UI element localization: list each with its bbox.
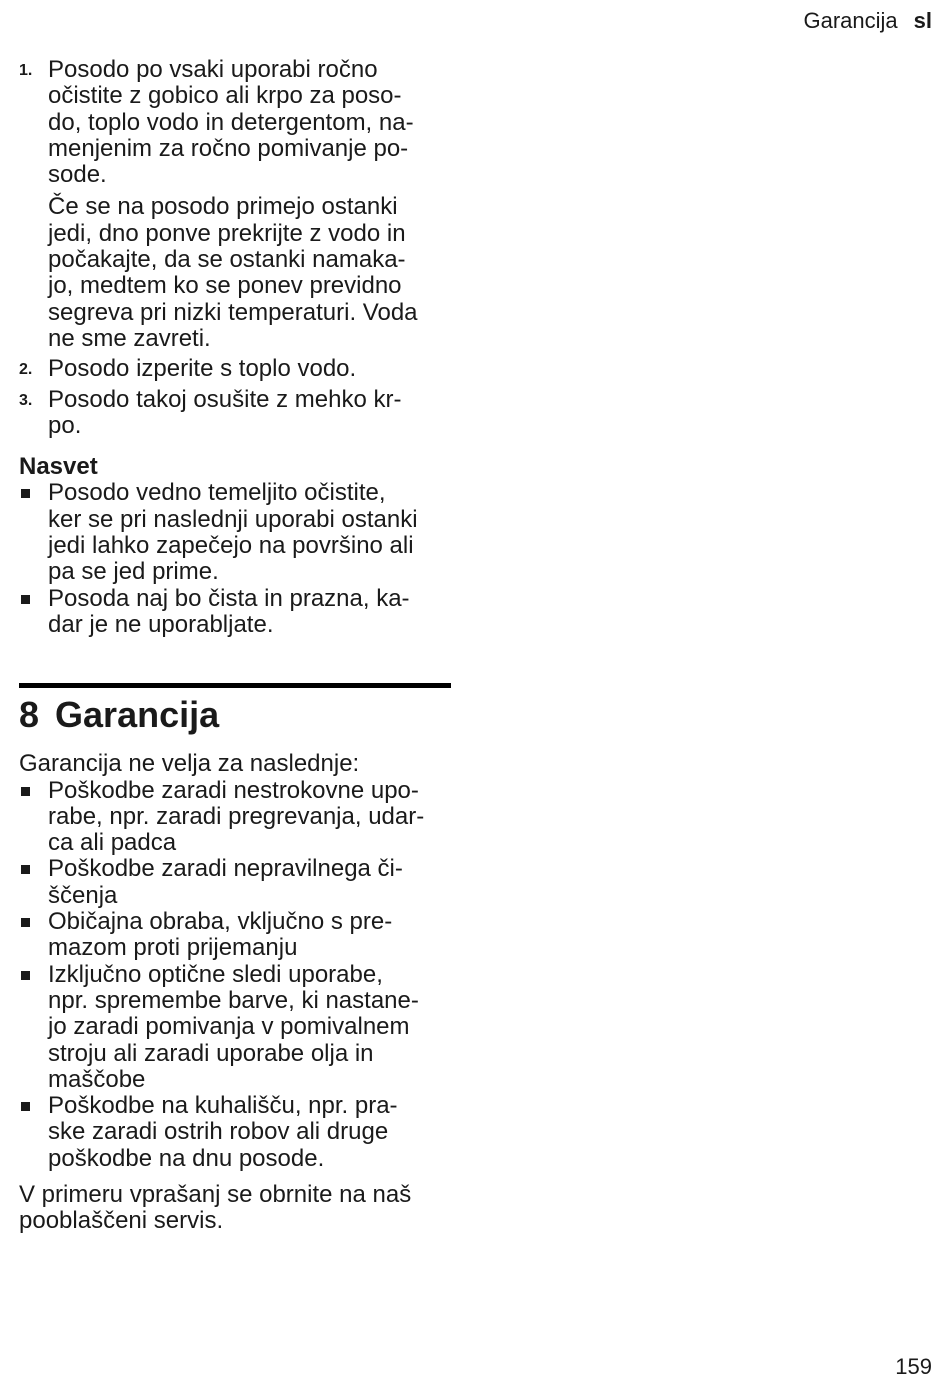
note-list	[19, 480, 455, 638]
note-label: Nasvet	[19, 453, 98, 481]
list-item	[19, 856, 455, 909]
page-number: 159	[895, 1354, 932, 1379]
section-divider	[19, 683, 451, 688]
square-bullet-icon	[21, 1102, 30, 1111]
square-bullet-icon	[21, 865, 30, 874]
section-heading	[19, 693, 455, 737]
closing-paragraph	[19, 1182, 455, 1235]
text-line: poškodbe na dnu posode.	[48, 1144, 325, 1172]
square-bullet-icon	[21, 971, 30, 980]
text-line: Poškodbe zaradi nestrokovne upo-	[48, 776, 419, 804]
text-line: Običajna obraba, vključno s pre-	[48, 908, 393, 936]
text-line: segreva pri nizki temperaturi. Voda	[48, 298, 418, 326]
step-text	[48, 387, 455, 440]
text-line: sode.	[48, 161, 107, 189]
list-item	[19, 1093, 455, 1172]
text-line: jedi lahko zapečejo na površino ali	[48, 532, 414, 560]
text-line: Izključno optične sledi uporabe,	[48, 960, 383, 988]
text-line: ker se pri naslednji uporabi ostanki	[48, 505, 418, 533]
text-line: Poškodbe zaradi nepravilnega či-	[48, 855, 403, 883]
step-text	[48, 57, 455, 188]
section-intro: Garancija ne velja za naslednje:	[19, 750, 360, 778]
text-line: po.	[48, 411, 82, 439]
text-line: jedi, dno ponve prekrijte z vodo in	[48, 219, 406, 247]
step-number: 2.	[19, 361, 33, 379]
text-line: stroju ali zaradi uporabe olja in	[48, 1039, 374, 1067]
text-line: Posoda naj bo čista in prazna, ka-	[48, 584, 410, 612]
section-number: 8	[19, 694, 40, 736]
text-line: ščenja	[48, 881, 118, 909]
text-line: jo, medtem ko se ponev previdno	[48, 272, 402, 300]
text-line: Poškodbe na kuhališču, npr. pra-	[48, 1092, 398, 1120]
text-line: očistite z gobico ali krpo za poso-	[48, 82, 402, 110]
text-line: npr. spremembe barve, ki nastane-	[48, 986, 419, 1014]
text-line: počakajte, da se ostanki namaka-	[48, 246, 406, 274]
text-line: do, toplo vodo in detergentom, na-	[48, 108, 414, 136]
text-line: jo zaradi pomivanja v pomivalnem	[48, 1013, 410, 1041]
step-3	[19, 387, 455, 440]
step-number: 1.	[19, 62, 33, 79]
text-line: Posodo takoj osušite z mehko kr-	[48, 385, 402, 413]
square-bullet-icon	[21, 918, 30, 927]
text-line: menjenim za ročno pomivanje po-	[48, 134, 409, 162]
text-line: pa se jed prime.	[48, 558, 219, 586]
square-bullet-icon	[21, 489, 30, 498]
step-number: 3.	[19, 391, 33, 409]
step-additional-text	[48, 194, 455, 352]
list-item	[19, 962, 455, 1093]
text-line: Posodo vedno temeljito očistite,	[48, 479, 386, 507]
text-line: ske zaradi ostrih robov ali druge	[48, 1118, 389, 1146]
text-line: ca ali padca	[48, 829, 177, 857]
header-section-title: Garancija	[803, 8, 898, 33]
text-line: dar je ne uporabljate.	[48, 610, 274, 638]
text-line: pooblaščeni servis.	[19, 1207, 224, 1235]
text-line: Posodo izperite s toplo vodo.	[48, 355, 357, 383]
warranty-exclusions-list	[19, 778, 455, 1172]
header-language-code: sl	[913, 8, 932, 33]
text-line: maščobe	[48, 1065, 146, 1093]
text-line: Če se na posodo primejo ostanki	[48, 193, 398, 221]
text-line: rabe, npr. zaradi pregrevanja, udar-	[48, 802, 425, 830]
text-line: V primeru vprašanj se obrnite na naš	[19, 1180, 412, 1208]
main-column	[19, 57, 455, 1235]
step-2	[19, 356, 455, 382]
square-bullet-icon	[21, 595, 30, 604]
square-bullet-icon	[21, 787, 30, 796]
list-item	[19, 586, 455, 639]
list-item	[19, 480, 455, 585]
text-line: Posodo po vsaki uporabi ročno	[48, 56, 378, 83]
list-item	[19, 909, 455, 962]
step-1	[19, 57, 455, 352]
text-line: mazom proti prijemanju	[48, 934, 298, 962]
list-item	[19, 778, 455, 857]
running-header	[803, 8, 932, 34]
text-line: ne sme zavreti.	[48, 324, 211, 352]
step-text	[48, 356, 455, 382]
section-title: Garancija	[55, 694, 220, 736]
